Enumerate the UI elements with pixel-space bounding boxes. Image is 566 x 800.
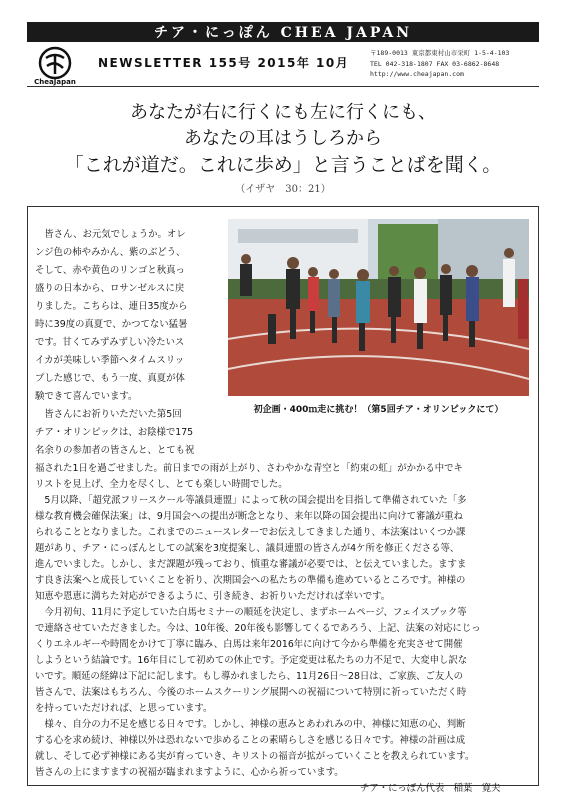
verse-line: 「これが道だ。これに歩め」と言うことばを聞く。: [64, 154, 502, 176]
paragraph-line: す良き法案へと成長していくことを祈り、次期国会への私たちの準備も進めているところです。神様の: [35, 575, 466, 586]
signature: チア・にっぽん代表 稲葉 寛夫: [360, 783, 501, 794]
photo-caption: 初企画・400ｍ走に挑む！（第5回チア・オリンピックにて）: [253, 405, 504, 415]
paragraph-line: 題があり、チア・にっぽんとしての試案を3度提案し、議員連盟の皆さんが4ケ所を修正くださる等、: [35, 543, 460, 554]
masthead-title: チア・にっぽん CHEA JAPAN: [27, 22, 539, 42]
verse-line: あなたが右に行くにも左に行くにも、: [130, 102, 436, 123]
paragraph-line: 今月初旬、11月に予定していた白馬セミナーの順延を決定し、まずホームページ、フェイスブック等: [35, 607, 467, 618]
paragraph-line: リストを見上げ、全力を尽くし、とても楽しい時間でした。: [35, 479, 288, 490]
paragraph-line: られることとなりました。これまでのニュースレターでお伝えしてきました通り、本法案はいくつか課: [35, 527, 466, 538]
paragraph-line: くりエネルギーや時間をかけて丁寧に臨み、白馬は来年2016年に向けて今から準備を充実させて開催: [35, 639, 463, 650]
paragraph-line: 皆さんで、法案はもちろん、今後のホームスクーリング展開への祝福について特別に祈っていただく時: [35, 687, 467, 698]
paragraph-line: 様な教育機会確保法案」は、9月国会への提出が断念となり、来年以降の国会提出に向けて審議が重ね: [35, 511, 463, 522]
paragraph-line: する心を求め続け、神様以外は恐れないで歩めることの素晴らしさを感じる日々です。神様の計画は成: [35, 735, 466, 746]
paragraph-line: 知恵や恩恵に満ちた対応ができるように、引き続き、お祈りいただければ幸いです。: [35, 591, 391, 602]
paragraph-line: いです。順延の経緯は下記に記します。もし導かれましたら、11月26日～28日は、ご家族、ご友人の: [35, 671, 464, 682]
olympic-photo: [228, 219, 529, 396]
paragraph-line: りました。こちらは、連日35度から: [35, 301, 188, 312]
paragraph-line: チア・オリンピックは、お陰様で175: [35, 427, 194, 438]
chea-japan-logo-icon: [33, 46, 77, 80]
paragraph-line: 盛りの日本から、ロサンゼルスに戻: [35, 283, 185, 294]
paragraph-line: そして、赤や黄色のリンゴと秋真っ: [35, 265, 185, 276]
paragraph-line: 福された1日を過ごせました。前日までの雨が上がり、さわやかな青空と「約束の虹」がかかる中でキ: [35, 463, 463, 474]
phone-line: TEL 042-318-1807 FAX 03-6862-8648: [370, 59, 500, 68]
paragraph-line: で連絡させていただきました。今は、10年後、20年後も影響してくるであろう、上記、法案の対応にじっ: [35, 623, 481, 634]
address-block: [370, 48, 509, 80]
verse-line: あなたの耳はうしろから: [184, 128, 382, 149]
paragraph-line: 名余りの参加者の皆さんと、とても祝: [35, 445, 195, 456]
logo-caption: CheaJapan: [34, 78, 76, 86]
newsletter-issue: NEWSLETTER 155号 2015年 10月: [98, 56, 350, 70]
paragraph-line: 皆さん、お元気でしょうか。オレ: [35, 229, 186, 240]
paragraph-line: 皆さんにお祈りいただいた第5回: [35, 409, 182, 420]
verse-reference: （イザヤ 30：21）: [235, 184, 331, 195]
paragraph-line: です。甘くてみずみずしい冷たいス: [35, 337, 185, 348]
paragraph-line: プした感じで、もう一度、真夏が体: [35, 373, 185, 384]
bible-verse: [27, 100, 539, 178]
paragraph-line: を持っていただければ、と思っています。: [35, 703, 213, 714]
paragraph-line: しようという結論です。16年目にして初めての休止です。予定変更は私たちの力不足で、大変申し訳な: [35, 655, 468, 666]
paragraph-line: 5月以降、「超党派フリースクール等議員連盟」によって秋の国会提出を目指して準備されていた「多: [35, 495, 467, 506]
paragraph-line: 皆さんの上にますますの祝福が臨まれますように、心から祈っています。: [35, 767, 344, 778]
paragraph-line: 験できて喜んでいます。: [35, 391, 138, 402]
paragraph-line: 就し、そして必ず神様にある実が育っていき、キリストの福音が拡がっていくことを教えられています。: [35, 751, 475, 762]
paragraph-line: ンジ色の柿やみかん、紫のぶどう、: [35, 247, 186, 258]
paragraph-line: 様々、自分の力不足を感じる日々です。しかし、神様の恵みとあわれみの中、神様に知恵の心、判断: [35, 719, 466, 730]
header-divider: [27, 86, 539, 87]
paragraph-line: 時に39度の真夏で、かつてない猛暑: [35, 319, 188, 330]
url-line: http://www.cheajapan.com: [370, 70, 464, 78]
paragraph-line: イカが美味しい季節へタイムスリッ: [35, 355, 185, 366]
paragraph-line: 進んでいました。しかし、まだ課題が残っており、慎重な審議が必要では、と伝えていました。ますま: [35, 559, 467, 570]
address-line: 〒189-0013 東京都東村山市栄町 1-5-4-103: [370, 49, 510, 57]
